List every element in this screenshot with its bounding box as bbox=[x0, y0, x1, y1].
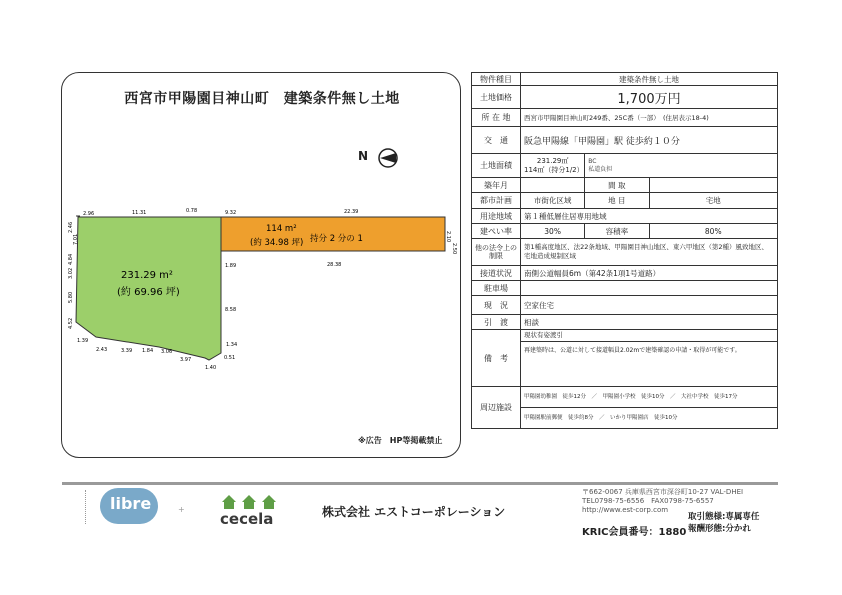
dim-label: 8.58 bbox=[225, 307, 237, 313]
row-label: 用途地域 bbox=[472, 209, 521, 224]
dim-label: 2.10 bbox=[445, 231, 451, 243]
nearby-line: 甲陽園駅前郵便 徒歩約8分 ／ いかり甲陽園店 徒歩10分 bbox=[524, 415, 678, 421]
site-plan-panel bbox=[61, 72, 461, 458]
row-label: 接道状況 bbox=[472, 266, 521, 281]
contact-phone: TEL0798-75-6556 FAX0798-75-6557 bbox=[582, 497, 714, 505]
row-label: 備 考 bbox=[472, 330, 521, 387]
dim-label: 7.01 bbox=[73, 233, 79, 245]
cecela-logo-text: cecela bbox=[220, 510, 274, 528]
row-label: 駐車場 bbox=[472, 281, 521, 296]
libre-tagline bbox=[85, 490, 100, 524]
area-note: BC bbox=[588, 157, 597, 165]
dim-label: 2.96 bbox=[83, 211, 95, 217]
table-row bbox=[472, 224, 778, 239]
dim-label: 4.52 bbox=[68, 317, 74, 329]
dim-label: 5.80 bbox=[68, 291, 74, 303]
dim-label: 3.02 bbox=[68, 267, 74, 279]
row-value: 30% bbox=[521, 224, 585, 239]
row-value: 宅地 bbox=[649, 193, 778, 209]
ad-notice: ※広告 HP等掲載禁止 bbox=[358, 436, 443, 445]
table-row bbox=[472, 330, 778, 387]
lot-b-tsubo: (約 34.98 坪) bbox=[250, 238, 304, 248]
row-label: 間 取 bbox=[585, 178, 649, 193]
table-row bbox=[472, 296, 778, 315]
row-value: 南側公道幅員6m（第42条1項1号道路） bbox=[521, 266, 778, 281]
row-value bbox=[521, 178, 585, 193]
row-value: 建築条件無し土地 bbox=[521, 73, 778, 86]
row-label: 物件種目 bbox=[472, 73, 521, 86]
area-note: 私道負担 bbox=[588, 165, 613, 173]
nearby-line: 甲陽園幼稚園 徒歩12分 ／ 甲陽園小学校 徒歩10分 ／ 大社中学校 徒歩17分 bbox=[521, 387, 777, 408]
dim-label: 3.97 bbox=[180, 357, 192, 363]
dim-label: 22.39 bbox=[344, 209, 359, 215]
row-label: 引 渡 bbox=[472, 315, 521, 330]
table-row bbox=[472, 73, 778, 86]
house-logo-icon bbox=[220, 492, 280, 510]
table-row bbox=[472, 86, 778, 109]
company-name: 株式会社 エストコーポレーション bbox=[322, 505, 506, 519]
row-label: 地 目 bbox=[585, 193, 649, 209]
row-label: 建ぺい率 bbox=[472, 224, 521, 239]
dim-label: 28.38 bbox=[327, 262, 342, 268]
row-label: 土地価格 bbox=[472, 86, 521, 109]
dim-label: 2.50 bbox=[451, 243, 457, 255]
dim-label: 1.40 bbox=[205, 365, 217, 371]
row-value bbox=[521, 281, 778, 296]
row-value bbox=[521, 387, 778, 429]
table-row bbox=[472, 109, 778, 127]
dim-label: 0.51 bbox=[224, 355, 236, 361]
dim-label: 3.39 bbox=[121, 348, 133, 354]
table-row bbox=[472, 193, 778, 209]
libre-logo-text: libre bbox=[110, 494, 152, 513]
dim-label: 1.39 bbox=[77, 338, 89, 344]
row-label: 土地面積 bbox=[472, 154, 521, 178]
row-value: 80% bbox=[649, 224, 778, 239]
dim-label: 11.31 bbox=[132, 210, 147, 216]
remark-line: 再建築時は、公道に対して接道幅員2.02mで建築確認の申請・取得が可能です。 bbox=[524, 347, 741, 354]
contact-address: 〒662-0067 兵庫県西宮市深谷町10-27 VAL-DHEI bbox=[582, 488, 744, 496]
row-label: 周辺施設 bbox=[472, 387, 521, 429]
table-row bbox=[472, 315, 778, 330]
row-value: 空家住宅 bbox=[521, 296, 778, 315]
row-value: 第1種高度地区、法22条地域、甲陽園目神山地区、東六甲地区（第2種）風致地区、宅地造成規制区域 bbox=[521, 239, 778, 266]
row-label: 交 通 bbox=[472, 127, 521, 154]
area-share: 114㎡（持分1/2） bbox=[524, 165, 584, 174]
dim-label: 3.06 bbox=[161, 349, 173, 355]
dim-label: 4.84 bbox=[68, 253, 74, 265]
table-row bbox=[472, 178, 778, 193]
dim-label: 1.84 bbox=[142, 348, 154, 354]
row-value: 相談 bbox=[521, 315, 778, 330]
table-row bbox=[472, 209, 778, 224]
dim-label: 2.46 bbox=[68, 221, 74, 233]
property-info-table bbox=[471, 72, 778, 429]
lot-b-share: 持分 2 分の 1 bbox=[310, 234, 363, 244]
table-row bbox=[472, 154, 778, 178]
row-label: 現 況 bbox=[472, 296, 521, 315]
lot-a-area: 231.29 m² bbox=[121, 270, 173, 281]
contact-url[interactable]: http://www.est-corp.com bbox=[582, 506, 669, 514]
row-value bbox=[521, 330, 778, 387]
dim-label: 0.78 bbox=[186, 208, 198, 214]
footer-divider bbox=[62, 482, 778, 485]
table-row bbox=[472, 127, 778, 154]
row-value: 市街化区域 bbox=[521, 193, 585, 209]
plus-icon: + bbox=[178, 505, 185, 514]
row-value bbox=[521, 154, 585, 178]
table-row bbox=[472, 239, 778, 266]
kric-number: KRIC会員番号：1880 bbox=[582, 527, 687, 538]
table-row bbox=[472, 387, 778, 429]
transaction-type: 取引態様:専属専任 bbox=[688, 512, 760, 522]
row-label: 築年月 bbox=[472, 178, 521, 193]
row-label: 他の法令上の制限 bbox=[472, 239, 521, 266]
dim-label: 9.32 bbox=[225, 210, 237, 216]
fee-type: 報酬形態:分かれ bbox=[688, 524, 751, 534]
lot-a-tsubo: (約 69.96 坪) bbox=[117, 287, 180, 298]
row-value: 第１種低層住居専用地域 bbox=[521, 209, 778, 224]
row-value bbox=[585, 154, 778, 178]
row-label: 所 在 地 bbox=[472, 109, 521, 127]
transaction-terms bbox=[688, 511, 759, 535]
row-label: 都市計画 bbox=[472, 193, 521, 209]
area-value: 231.29㎡ bbox=[536, 156, 569, 165]
table-row bbox=[472, 266, 778, 281]
lot-diagram bbox=[62, 73, 462, 459]
row-value: 阪急甲陽線「甲陽園」駅 徒歩約１０分 bbox=[521, 127, 778, 154]
row-label: 容積率 bbox=[585, 224, 649, 239]
north-label: N bbox=[358, 149, 369, 163]
dim-label: 1.34 bbox=[226, 342, 238, 348]
price-value: 1,700万円 bbox=[521, 86, 778, 109]
row-value: 西宮市甲陽園目神山町249番、25C番（一部） (住居表示18-4) bbox=[521, 109, 778, 127]
table-row bbox=[472, 281, 778, 296]
plan-title: 西宮市甲陽園目神山町 建築条件無し土地 bbox=[124, 91, 400, 107]
lot-b-area: 114 m² bbox=[266, 224, 297, 234]
remark-line: 現状有姿渡引 bbox=[521, 330, 777, 342]
dim-label: 1.89 bbox=[225, 263, 237, 269]
dim-label: 2.43 bbox=[96, 347, 108, 353]
row-value bbox=[649, 178, 778, 193]
